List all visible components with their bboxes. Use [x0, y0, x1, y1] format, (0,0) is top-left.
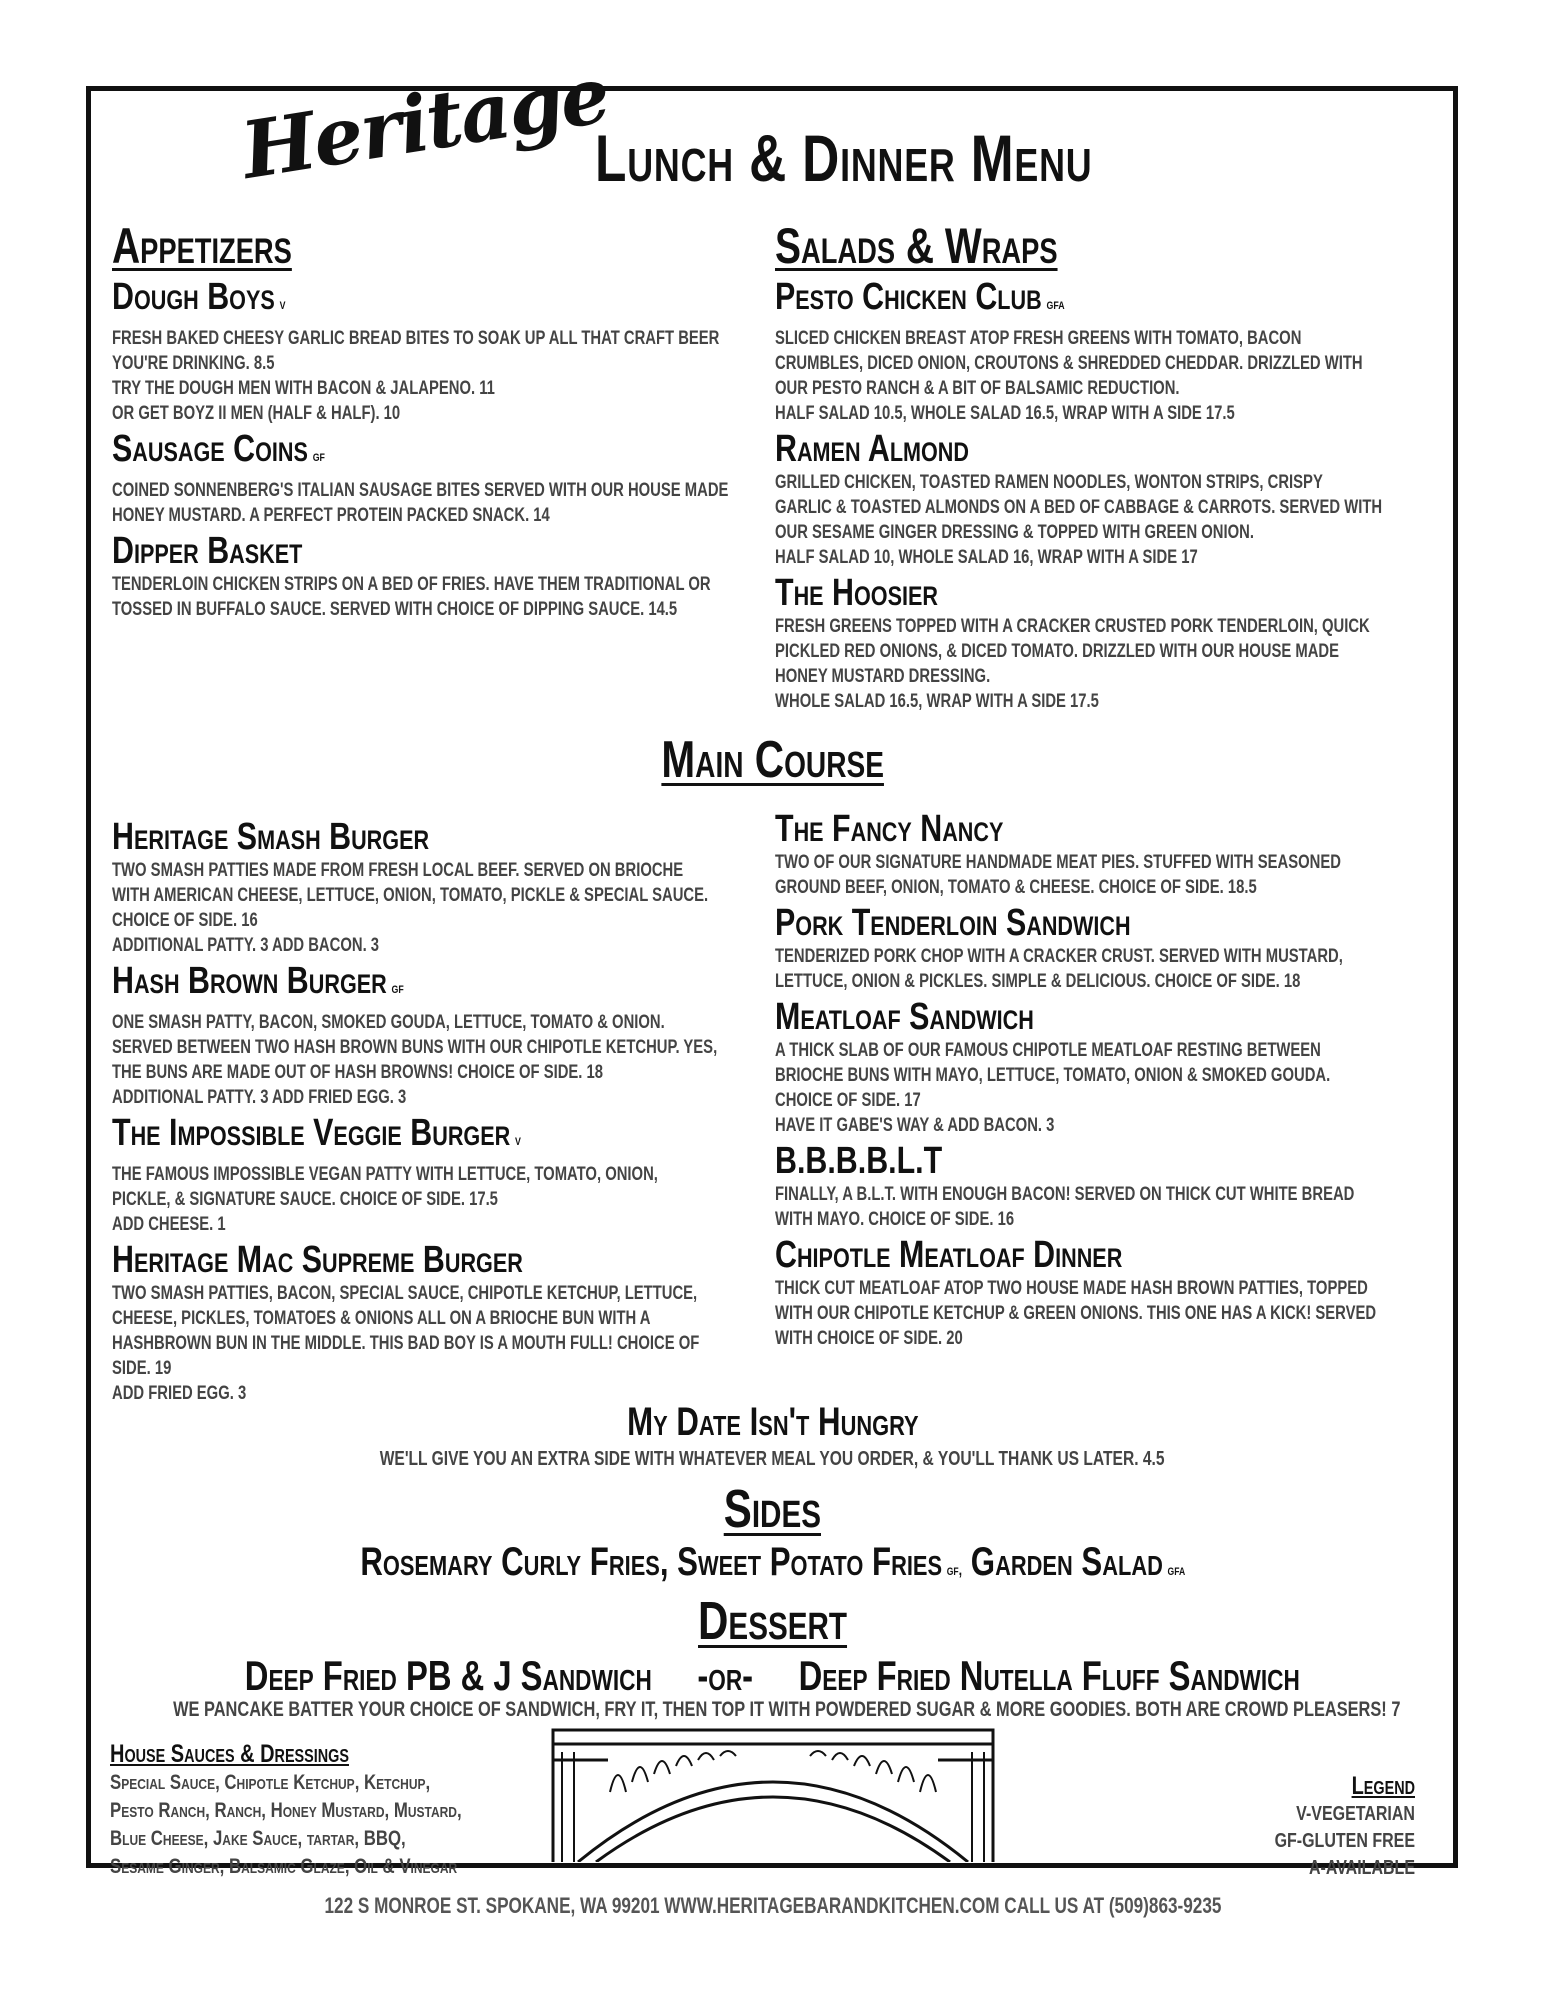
description-line: PICKLED RED ONIONS, & DICED TOMATO. DRIZZLED WITH OUR HOUSE MADE [775, 641, 1340, 662]
description-line: FINALLY, A B.L.T. WITH ENOUGH BACON! SERVED ON THICK CUT WHITE BREAD [775, 1184, 1355, 1205]
menu-item-name [775, 572, 1295, 614]
description-line: COINED SONNENBERG'S ITALIAN SAUSAGE BITES SERVED WITH OUR HOUSE MADE [112, 480, 729, 501]
menu-item-title: The Fancy Nancy [775, 808, 1004, 850]
menu-item-title: Heritage Smash Burger [112, 816, 430, 858]
menu-item-description [112, 572, 751, 622]
menu-item-description [775, 614, 1424, 714]
description-line: OUR PESTO RANCH & A BIT OF BALSAMIC REDUCTION. [775, 378, 1180, 399]
description-line: OUR SESAME GINGER DRESSING & TOPPED WITH GREEN ONION. [775, 522, 1254, 543]
description-line: GARLIC & TOASTED ALMONDS ON A BED OF CABBAGE & CARROTS. SERVED WITH [775, 497, 1383, 518]
description-line: WITH OUR CHIPOTLE KETCHUP & GREEN ONIONS. THIS ONE HAS A KICK! SERVED [775, 1303, 1377, 1324]
legend [1155, 1772, 1415, 1882]
description-line: TWO SMASH PATTIES, BACON, SPECIAL SAUCE, CHIPOTLE KETCHUP, LETTUCE, [112, 1283, 698, 1304]
legend-gluten-free: GF-GLUTEN FREE [1274, 1830, 1415, 1852]
legend-vegetarian: V-VEGETARIAN [1296, 1803, 1415, 1825]
description-line: HAVE IT GABE'S WAY & ADD BACON. 3 [775, 1115, 1055, 1136]
description-line: THE BUNS ARE MADE OUT OF HASH BROWNS! CHOICE OF SIDE. 18 [112, 1062, 604, 1083]
menu-item-name [112, 960, 632, 1010]
description-line: BRIOCHE BUNS WITH MAYO, LETTUCE, TOMATO, ONION & SMOKED GOUDA. [775, 1065, 1331, 1086]
menu-item-name [112, 276, 624, 326]
menu-item-description [775, 1276, 1424, 1351]
menu-item [112, 530, 752, 622]
description-line: SERVED BETWEEN TWO HASH BROWN BUNS WITH OUR CHIPOTLE KETCHUP. YES, [112, 1037, 718, 1058]
menu-item-name [112, 530, 624, 572]
description-line: HONEY MUSTARD. A PERFECT PROTEIN PACKED SNACK. 14 [112, 505, 550, 526]
description-line: YOU'RE DRINKING. 8.5 [112, 353, 275, 374]
diet-tag: v [279, 296, 286, 313]
dessert-or: -or- [697, 1652, 754, 1699]
heritage-logo: Heritage [235, 49, 615, 197]
menu-item-title: Pork Tenderloin Sandwich [775, 902, 1131, 944]
menu-item-name [112, 1239, 632, 1281]
footer-contact: 122 S MONROE ST. SPOKANE, WA 99201 WWW.HERITAGEBARANDKITCHEN.COM CALL US AT (509)863-9235 [324, 1893, 1221, 1918]
menu-header [235, 49, 1300, 220]
menu-item-title: Hash Brown Burger [112, 960, 387, 1002]
menu-item-description [775, 850, 1424, 900]
description-line: TWO SMASH PATTIES MADE FROM FRESH LOCAL BEEF. SERVED ON BRIOCHE [112, 860, 684, 881]
description-line: THICK CUT MEATLOAF ATOP TWO HOUSE MADE HASH BROWN PATTIES, TOPPED [775, 1278, 1368, 1299]
menu-item-title: Chipotle Meatloaf Dinner [775, 1234, 1123, 1276]
menu-item-title: Pesto Chicken Club [775, 276, 1042, 318]
menu-item-title: B.B.B.B.L.T [775, 1140, 943, 1182]
menu-item-description [112, 1010, 761, 1110]
menu-item-name [775, 808, 1295, 850]
date-desc: WE'LL GIVE YOU AN EXTRA SIDE WITH WHATEVER MEAL YOU ORDER, & YOU'LL THANK US LATER. 4.5 [380, 1448, 1165, 1470]
menu-item [775, 902, 1425, 994]
menu-item-name [775, 1140, 1295, 1182]
salads-heading: Salads & Wraps [775, 218, 1058, 274]
side-curly-fries: Rosemary Curly Fries, [360, 1540, 669, 1584]
legend-title: Legend [1351, 1772, 1415, 1800]
menu-item-title: The Impossible Veggie Burger [112, 1112, 511, 1154]
menu-item [775, 428, 1425, 570]
diet-tag: gf [312, 448, 325, 465]
house-sauces [110, 1740, 610, 1881]
menu-item-name [112, 1112, 632, 1162]
sides-heading: Sides [723, 1479, 822, 1539]
description-line: OR GET BOYZ II MEN (HALF & HALF). 10 [112, 403, 401, 424]
menu-item-description [112, 326, 751, 426]
description-line: LETTUCE, ONION & PICKLES. SIMPLE & DELICIOUS. CHOICE OF SIDE. 18 [775, 971, 1301, 992]
menu-item-title: Sausage Coins [112, 428, 308, 470]
menu-item-name [775, 902, 1295, 944]
main-course-right [775, 806, 1425, 1351]
menu-item-title: Ramen Almond [775, 428, 970, 470]
description-line: SLICED CHICKEN BREAST ATOP FRESH GREENS WITH TOMATO, BACON [775, 328, 1302, 349]
description-line: ADDITIONAL PATTY. 3 ADD FRIED EGG. 3 [112, 1087, 407, 1108]
dessert-options [0, 1652, 1545, 1700]
side-sweet-potato-tag: gf, [946, 1562, 962, 1579]
appetizers-heading: Appetizers [112, 218, 292, 274]
menu-item-name [775, 276, 1295, 326]
sauces-list [110, 1769, 610, 1881]
description-line: CHOICE OF SIDE. 16 [112, 910, 258, 931]
description-line: HASHBROWN BUN IN THE MIDDLE. THIS BAD BOY IS A MOUTH FULL! CHOICE OF [112, 1333, 700, 1354]
menu-item-title: Dipper Basket [112, 530, 303, 572]
description-line: HALF SALAD 10.5, WHOLE SALAD 16.5, WRAP WITH A SIDE 17.5 [775, 403, 1235, 424]
description-line: THE FAMOUS IMPOSSIBLE VEGAN PATTY WITH LETTUCE, TOMATO, ONION, [112, 1164, 658, 1185]
salads-section [775, 218, 1425, 714]
menu-item-description [775, 944, 1424, 994]
description-line: ADD FRIED EGG. 3 [112, 1383, 247, 1404]
description-line: TRY THE DOUGH MEN WITH BACON & JALAPENO. 11 [112, 378, 495, 399]
dessert-option-pbj: Deep Fried PB & J Sandwich [244, 1652, 653, 1699]
diet-tag: gf [391, 980, 404, 997]
menu-item [775, 808, 1425, 900]
dessert-desc: WE PANCAKE BATTER YOUR CHOICE OF SANDWICH, FRY IT, THEN TOP IT WITH POWDERED SUGAR & MORE GOODIES. BOTH ARE CROWD PLEASERS! 7 [173, 1698, 1401, 1721]
sides-list [0, 1540, 1545, 1585]
sauces-line: Sesame Ginger, Balsamic Glaze, Oil & Vinegar [110, 1855, 458, 1878]
menu-item-name [112, 816, 632, 858]
description-line: TWO OF OUR SIGNATURE HANDMADE MEAT PIES. STUFFED WITH SEASONED [775, 852, 1341, 873]
menu-item-title: Dough Boys [112, 276, 275, 318]
description-line: HONEY MUSTARD DRESSING. [775, 666, 991, 687]
description-line: TENDERIZED PORK CHOP WITH A CRACKER CRUST. SERVED WITH MUSTARD, [775, 946, 1343, 967]
description-line: PICKLE, & SIGNATURE SAUCE. CHOICE OF SIDE. 17.5 [112, 1189, 498, 1210]
description-line: A THICK SLAB OF OUR FAMOUS CHIPOTLE MEATLOAF RESTING BETWEEN [775, 1040, 1321, 1061]
description-line: FRESH BAKED CHEESY GARLIC BREAD BITES TO SOAK UP ALL THAT CRAFT BEER [112, 328, 720, 349]
diet-tag: v [515, 1132, 521, 1149]
side-garden-salad-tag: gfa [1167, 1562, 1185, 1579]
menu-item-description [775, 1182, 1424, 1232]
description-line: CRUMBLES, DICED ONION, CROUTONS & SHREDDED CHEDDAR. DRIZZLED WITH [775, 353, 1363, 374]
menu-item-name [112, 428, 624, 478]
menu-item-description [775, 470, 1424, 570]
sauces-line: Special Sauce, Chipotle Ketchup, Ketchup, [110, 1771, 431, 1794]
menu-item [112, 1112, 762, 1237]
menu-item-title: The Hoosier [775, 572, 938, 614]
menu-item-description [775, 326, 1424, 426]
description-line: GRILLED CHICKEN, TOASTED RAMEN NOODLES, WONTON STRIPS, CRISPY [775, 472, 1323, 493]
menu-item-description [775, 1038, 1424, 1138]
description-line: WITH MAYO. CHOICE OF SIDE. 16 [775, 1209, 1015, 1230]
menu-item-name [775, 428, 1295, 470]
menu-item-description [112, 1281, 761, 1406]
menu-item [775, 276, 1425, 426]
description-line: GROUND BEEF, ONION, TOMATO & CHEESE. CHOICE OF SIDE. 18.5 [775, 877, 1257, 898]
description-line: WITH CHOICE OF SIDE. 20 [775, 1328, 963, 1349]
diet-tag: gfa [1046, 296, 1065, 313]
menu-item [112, 1239, 762, 1406]
legend-available: A-AVAILABLE [1308, 1857, 1415, 1879]
description-line: WHOLE SALAD 16.5, WRAP WITH A SIDE 17.5 [775, 691, 1099, 712]
sauces-title: House Sauces & Dressings [110, 1740, 349, 1768]
menu-item [112, 960, 762, 1110]
main-course-left [112, 814, 762, 1406]
menu-item-name [775, 996, 1295, 1038]
menu-item-title: Heritage Mac Supreme Burger [112, 1239, 523, 1281]
menu-item [775, 996, 1425, 1138]
menu-item-description [112, 1162, 761, 1237]
description-line: TOSSED IN BUFFALO SAUCE. SERVED WITH CHOICE OF DIPPING SAUCE. 14.5 [112, 599, 678, 620]
sauces-line: Pesto Ranch, Ranch, Honey Mustard, Mustard, [110, 1799, 462, 1822]
description-line: HALF SALAD 10, WHOLE SALAD 16, WRAP WITH A SIDE 17 [775, 547, 1198, 568]
dessert-option-nutella: Deep Fried Nutella Fluff Sandwich [798, 1652, 1301, 1699]
menu-item [775, 1140, 1425, 1232]
appetizers-section [112, 218, 752, 622]
menu-item [112, 816, 762, 958]
main-course-heading: Main Course [661, 731, 884, 789]
menu-title: Lunch & Dinner Menu [595, 121, 1093, 195]
description-line: ADDITIONAL PATTY. 3 ADD BACON. 3 [112, 935, 380, 956]
side-sweet-potato-fries: Sweet Potato Fries [676, 1540, 942, 1584]
description-line: ADD CHEESE. 1 [112, 1214, 226, 1235]
description-line: CHEESE, PICKLES, TOMATOES & ONIONS ALL ON A BRIOCHE BUN WITH A [112, 1308, 651, 1329]
menu-item [112, 428, 752, 528]
description-line: ONE SMASH PATTY, BACON, SMOKED GOUDA, LETTUCE, TOMATO & ONION. [112, 1012, 665, 1033]
menu-item-description [112, 858, 761, 958]
description-line: SIDE. 19 [112, 1358, 172, 1379]
dessert-heading: Dessert [697, 1591, 848, 1651]
sauces-line: Blue Cheese, Jake Sauce, tartar, BBQ, [110, 1827, 406, 1850]
menu-item-description [112, 478, 751, 528]
description-line: FRESH GREENS TOPPED WITH A CRACKER CRUSTED PORK TENDERLOIN, QUICK [775, 616, 1370, 637]
description-line: WITH AMERICAN CHEESE, LETTUCE, ONION, TOMATO, PICKLE & SPECIAL SAUCE. [112, 885, 709, 906]
side-garden-salad: Garden Salad [970, 1540, 1163, 1584]
bridge-illustration [548, 1722, 998, 1862]
menu-item [775, 1234, 1425, 1351]
menu-item [775, 572, 1425, 714]
menu-item-title: Meatloaf Sandwich [775, 996, 1034, 1038]
menu-item-name [775, 1234, 1295, 1276]
description-line: CHOICE OF SIDE. 17 [775, 1090, 921, 1111]
menu-item [112, 276, 752, 426]
date-title: My Date Isn't Hungry [626, 1400, 919, 1444]
description-line: TENDERLOIN CHICKEN STRIPS ON A BED OF FRIES. HAVE THEM TRADITIONAL OR [112, 574, 711, 595]
